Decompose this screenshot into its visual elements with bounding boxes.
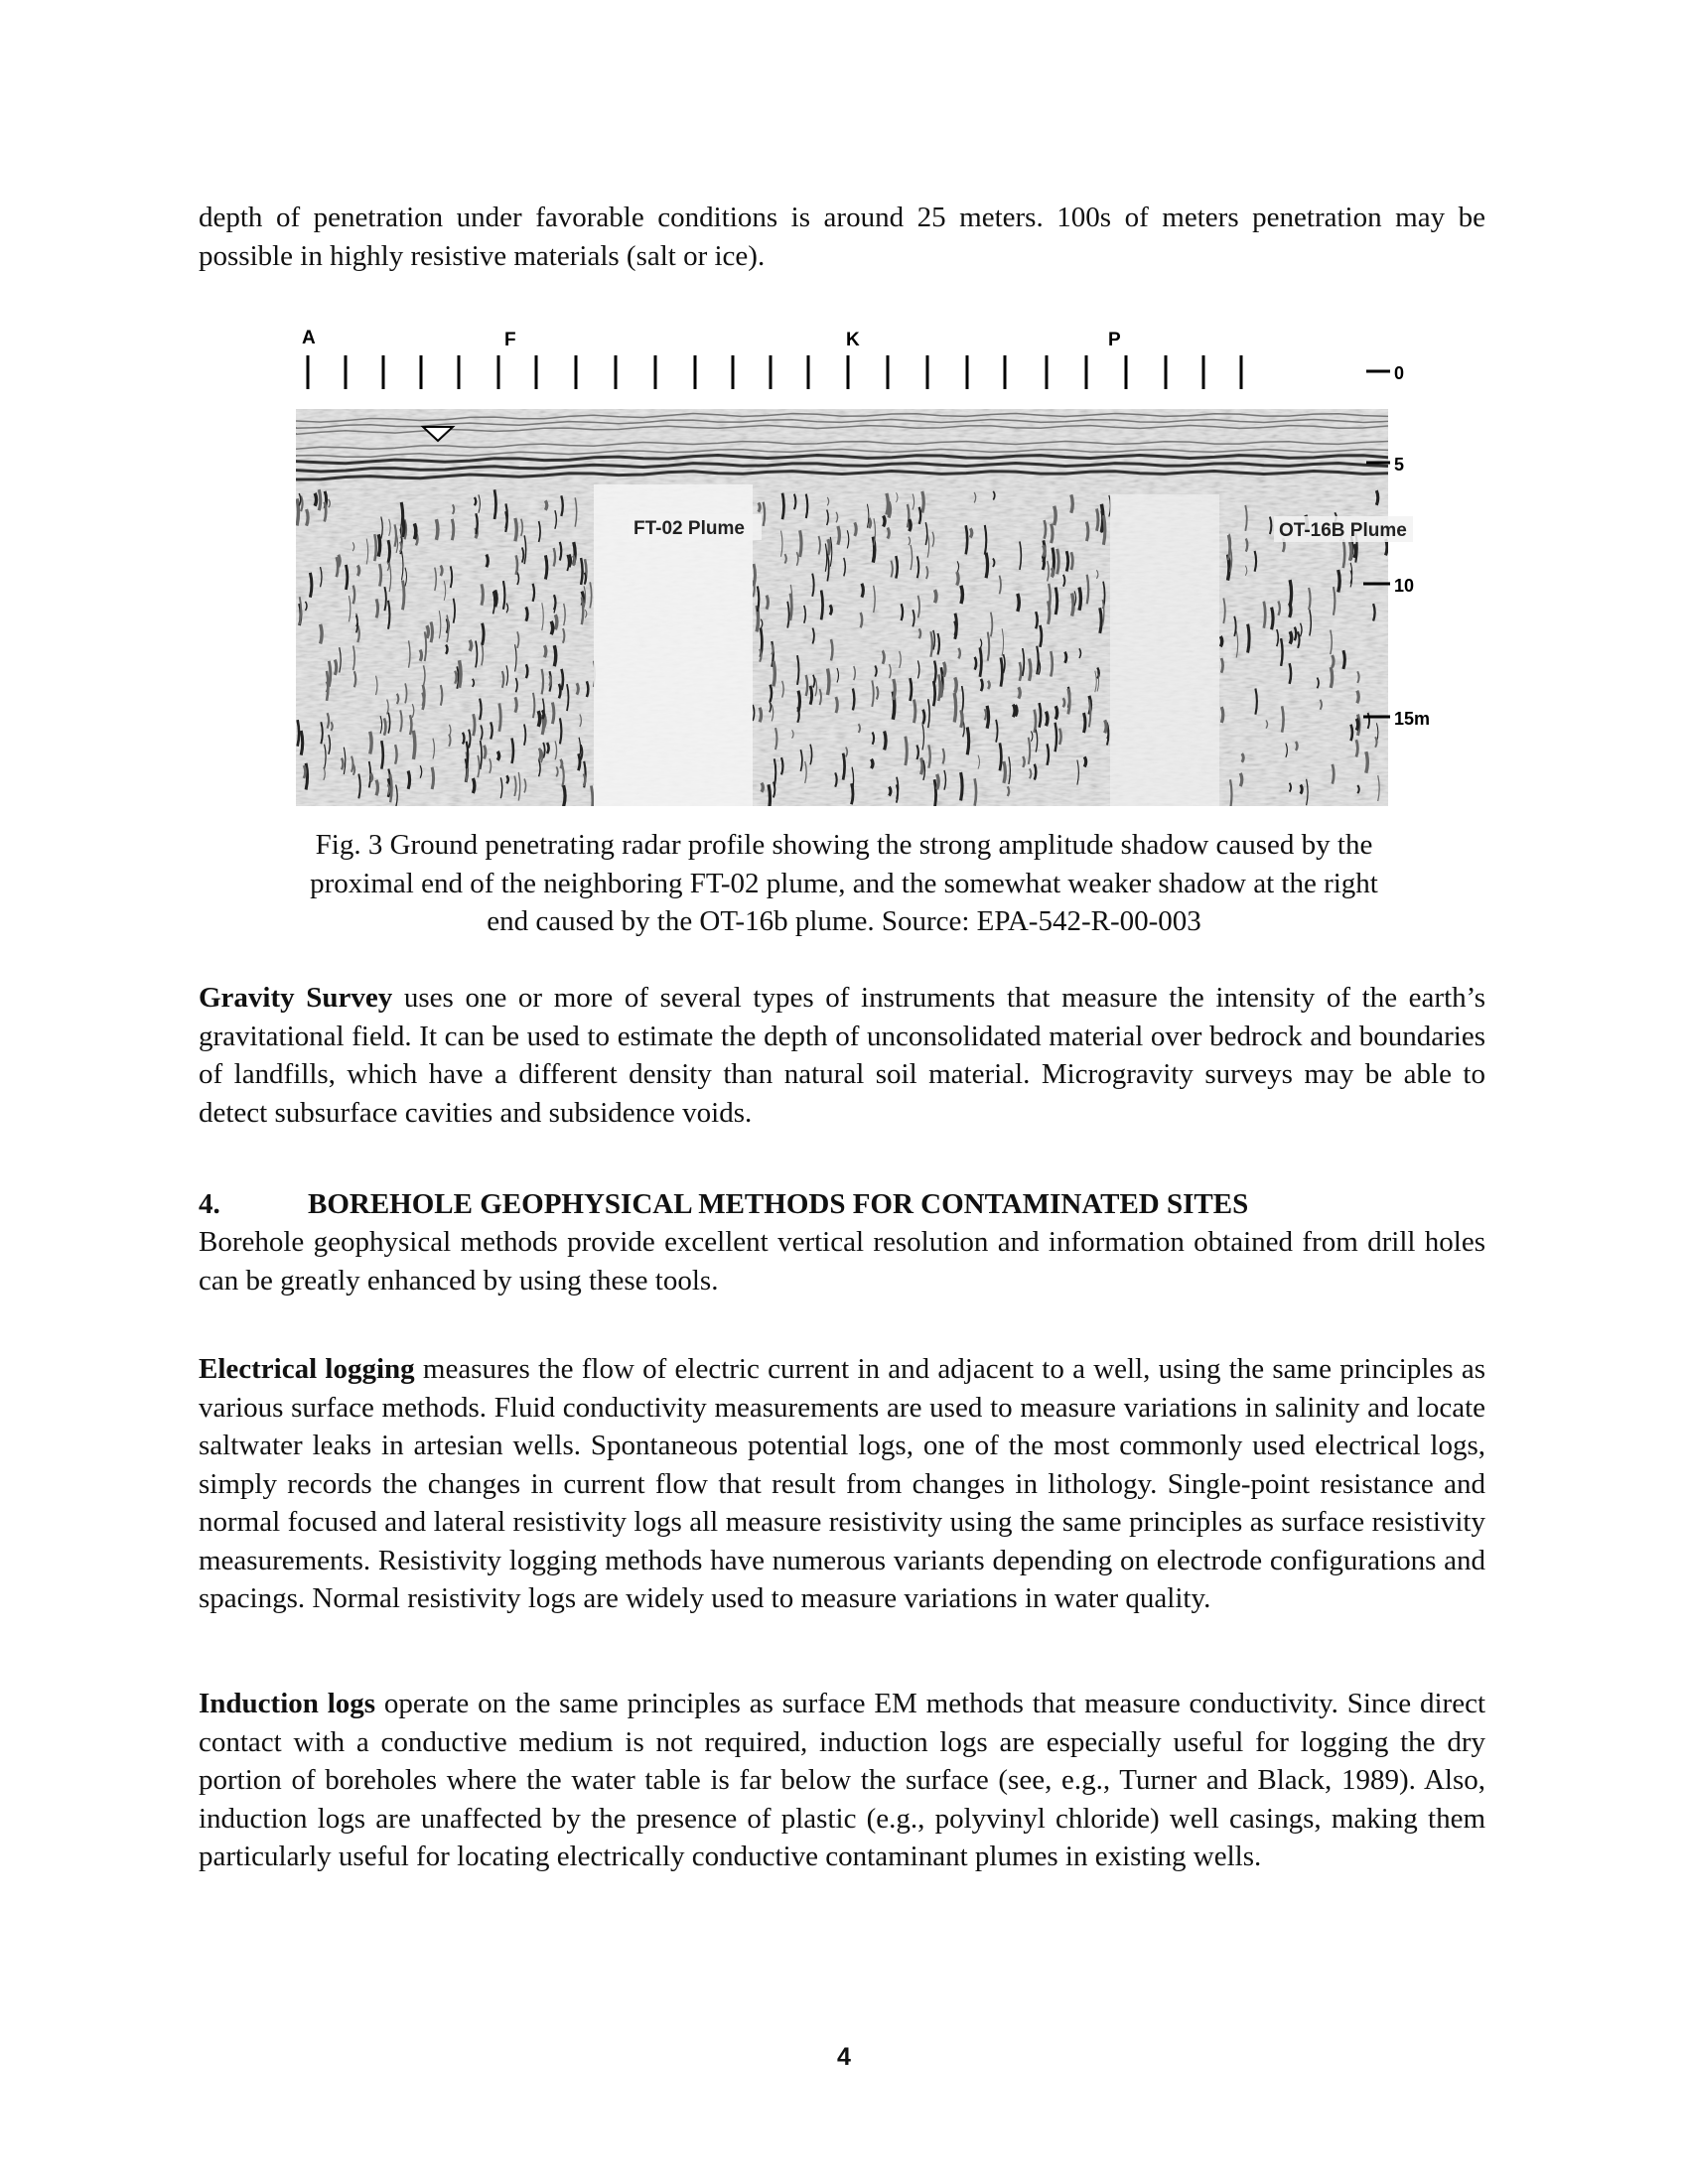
station-label-a: A xyxy=(302,328,316,348)
term-electrical-logging: Electrical logging xyxy=(199,1353,415,1385)
radargram xyxy=(296,409,1388,815)
depth-label-5: 5 xyxy=(1394,455,1405,475)
section-title: BOREHOLE GEOPHYSICAL METHODS FOR CONTAMINATED SITES xyxy=(308,1188,1249,1220)
paragraph-borehole-intro: Borehole geophysical methods provide excellent vertical resolution and information obtained from drill holes can be greatly enhanced by using these tools. xyxy=(199,1226,1485,1297)
ot16b-shadow-zone xyxy=(1110,494,1219,806)
plume-label-ft02: FT-02 Plume xyxy=(633,518,745,539)
depth-label-10: 10 xyxy=(1394,576,1415,596)
section-number: 4. xyxy=(199,1188,220,1220)
depth-label-15m: 15m xyxy=(1394,709,1431,729)
induction-logs-text: operate on the same principles as surface EM methods that measure conductivity. Since direct contact with a conductive medium is not required, induction logs are especially useful for logging the dry portion of boreholes where the water table is far below the surface (see, e.g., Turner and Black, 1989). Also, induction logs are unaffected by the presence of plastic (e.g., polyvinyl chloride) well casings, making them particularly useful for locating electrically conductive contaminant plumes in existing wells. xyxy=(199,1688,1486,1872)
paragraph-penetration-depth: depth of penetration under favorable conditions is around 25 meters. 100s of meters penetration may be possible in highly resistive materials (salt or ice). xyxy=(199,202,1485,272)
station-label-p: P xyxy=(1108,330,1121,350)
gpr-profile-figure xyxy=(296,316,1477,822)
page-number: 4 xyxy=(837,2043,851,2071)
station-label-k: K xyxy=(846,330,860,350)
term-induction-logs: Induction logs xyxy=(199,1688,376,1719)
plume-label-ot16b: OT-16B Plume xyxy=(1279,520,1407,541)
paragraph-electrical-logging xyxy=(199,1350,1485,1618)
depth-label-0: 0 xyxy=(1394,363,1405,383)
term-gravity-survey: Gravity Survey xyxy=(199,982,393,1014)
section-heading xyxy=(199,1185,1248,1223)
paragraph-gravity-survey xyxy=(199,979,1485,1132)
gravity-survey-text: uses one or more of several types of instruments that measure the intensity of the earth’s gravitational field. It can be used to estimate the depth of unconsolidated material over bedrock and boundaries of landfills, which have a different density than natural soil material. Microgravity surveys may be able to detect subsurface cavities and subsidence voids. xyxy=(199,982,1485,1129)
electrical-logging-text: measures the flow of electric current in and adjacent to a well, using the same principles as various surface methods. Fluid conductivity measurements are used to measure variations in salinity and locate saltwater leaks in artesian wells. Spontaneous potential logs, one of the most commonly used electrical logs, simply records the changes in current flow that result from changes in lithology. Single-point resistance and normal focused and lateral resistivity logs all measure resistivity using the same principles as surface resistivity measurements. Resistivity logging methods have numerous variants depending on electrode configurations and spacings. Normal resistivity logs are widely used to measure variations in water quality. xyxy=(199,1353,1485,1614)
station-label-f: F xyxy=(504,330,516,350)
paragraph-induction-logs xyxy=(199,1685,1485,1876)
figure-caption: Fig. 3 Ground penetrating radar profile showing the strong amplitude shadow caused by the proximal end of the neighboring FT-02 plume, and the somewhat weaker shadow at the right end caused by the OT-16b plume. Source: EPA-542-R-00-003 xyxy=(310,829,1378,937)
